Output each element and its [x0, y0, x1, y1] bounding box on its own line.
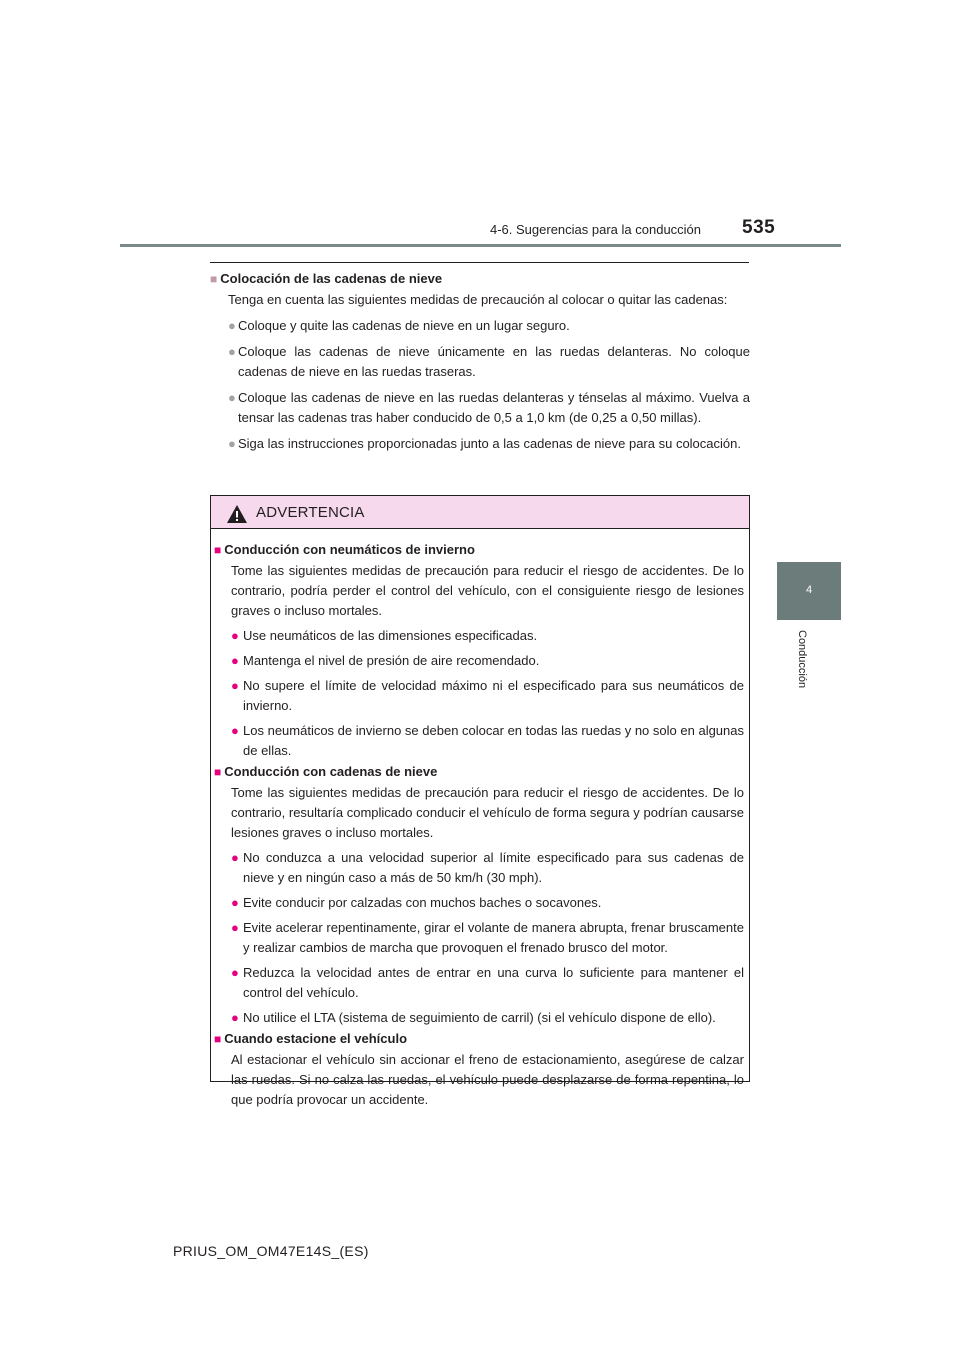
square-bullet-icon: ■ [214, 1032, 222, 1046]
list-item [231, 918, 744, 958]
list-item [231, 651, 744, 671]
circle-bullet-icon: ● [228, 344, 236, 359]
list-item-text: Evite acelerar repentinamente, girar el volante de manera abrupta, frenar bruscamente y realizar cambios de marcha que provoquen el frenado brusco del motor. [243, 920, 744, 955]
list-item-text: Use neumáticos de las dimensiones especificadas. [243, 628, 538, 643]
warning-header [211, 496, 749, 529]
list-item [228, 434, 750, 454]
warning-section-title [214, 540, 744, 560]
circle-bullet-icon: ● [231, 1010, 239, 1025]
warning-section-title [214, 1029, 744, 1049]
warning-title: ADVERTENCIA [256, 504, 365, 521]
list-item-text: Los neumáticos de invierno se deben colocar en todas las ruedas y no solo en algunas de ellas. [243, 723, 744, 758]
circle-bullet-icon: ● [231, 678, 239, 693]
header-rule [120, 244, 841, 247]
list-item-text: Mantenga el nivel de presión de aire recomendado. [243, 653, 540, 668]
list-item [228, 342, 750, 382]
list-item-text: No utilice el LTA (sistema de seguimiento de carril) (si el vehículo dispone de ello). [243, 1010, 716, 1025]
list-item-text: Coloque las cadenas de nieve en las ruedas delanteras y ténselas al máximo. Vuelva a tensar las cadenas tras haber conducido de 0,5 a 1,0 km (de 0,25 a 0,50 millas). [238, 390, 750, 425]
warning-section-title-text: Cuando estacione el vehículo [224, 1031, 408, 1046]
header-section-title: 4-6. Sugerencias para la conducción [490, 222, 702, 237]
warning-body [214, 540, 744, 1110]
warning-section-text: Al estacionar el vehículo sin accionar el freno de estacionamiento, asegúrese de calzar las ruedas. Si no calza las ruedas, el vehículo puede desplazarse de forma repentina, lo que podría provocar un accidente. [231, 1052, 744, 1107]
circle-bullet-icon: ● [228, 436, 236, 451]
warning-section-title-text: Conducción con cadenas de nieve [224, 764, 438, 779]
warning-triangle-icon [226, 504, 248, 524]
chapter-tab [777, 562, 841, 620]
page-number: 535 [742, 217, 776, 238]
square-bullet-icon: ■ [214, 543, 222, 557]
list-item [231, 676, 744, 716]
list-item [231, 1008, 744, 1028]
square-bullet-icon: ■ [214, 765, 222, 779]
list-item [231, 721, 744, 761]
content-top-rule [210, 262, 749, 263]
list-item-text: Reduzca la velocidad antes de entrar en una curva lo suficiente para mantener el control del vehículo. [243, 965, 744, 1000]
section-title-text: Colocación de las cadenas de nieve [220, 271, 443, 286]
chapter-tab-number: 4 [806, 584, 813, 596]
circle-bullet-icon: ● [228, 318, 236, 333]
list-item-text: No supere el límite de velocidad máximo ni el especificado para sus neumáticos de invierno. [243, 678, 744, 713]
list-item [231, 893, 744, 913]
section-intro: Tenga en cuenta las siguientes medidas de precaución al colocar o quitar las cadenas: [228, 292, 728, 307]
section-title [210, 269, 750, 289]
square-bullet-icon: ■ [210, 272, 218, 286]
warning-section-title [214, 762, 744, 782]
warning-section-text: Tome las siguientes medidas de precaución para reducir el riesgo de accidentes. De lo contrario, podría perder el control del vehículo, con el consiguiente riesgo de lesiones graves o incluso mortales. [231, 563, 744, 618]
warning-box [210, 495, 750, 1107]
list-item [228, 316, 750, 336]
list-item-text: Siga las instrucciones proporcionadas junto a las cadenas de nieve para su colocación. [238, 436, 741, 451]
list-item-text: No conduzca a una velocidad superior al límite especificado para sus cadenas de nieve y en ningún caso a más de 50 km/h (30 mph). [243, 850, 744, 885]
list-item-text: Evite conducir por calzadas con muchos baches o socavones. [243, 895, 602, 910]
circle-bullet-icon: ● [231, 920, 239, 935]
list-item [231, 848, 744, 888]
warning-section-text: Tome las siguientes medidas de precaución para reducir el riesgo de accidentes. De lo contrario, resultaría complicado conducir el vehículo de forma segura y podrían causarse lesiones graves o incluso mortales. [231, 785, 744, 840]
circle-bullet-icon: ● [231, 628, 239, 643]
list-item-text: Coloque las cadenas de nieve únicamente en las ruedas delanteras. No coloque cadenas de nieve en las ruedas traseras. [238, 344, 750, 379]
section-snow-chains [210, 269, 750, 454]
circle-bullet-icon: ● [231, 723, 239, 738]
circle-bullet-icon: ● [231, 850, 239, 865]
list-item [231, 626, 744, 646]
circle-bullet-icon: ● [231, 653, 239, 668]
list-item-text: Coloque y quite las cadenas de nieve en un lugar seguro. [238, 318, 570, 333]
circle-bullet-icon: ● [231, 895, 239, 910]
circle-bullet-icon: ● [228, 390, 236, 405]
chapter-side-label: Conducción [796, 630, 808, 689]
footer-document-code: PRIUS_OM_OM47E14S_(ES) [173, 1243, 369, 1259]
circle-bullet-icon: ● [231, 965, 239, 980]
list-item [231, 963, 744, 1003]
list-item [228, 388, 750, 428]
warning-section-title-text: Conducción con neumáticos de invierno [224, 542, 475, 557]
